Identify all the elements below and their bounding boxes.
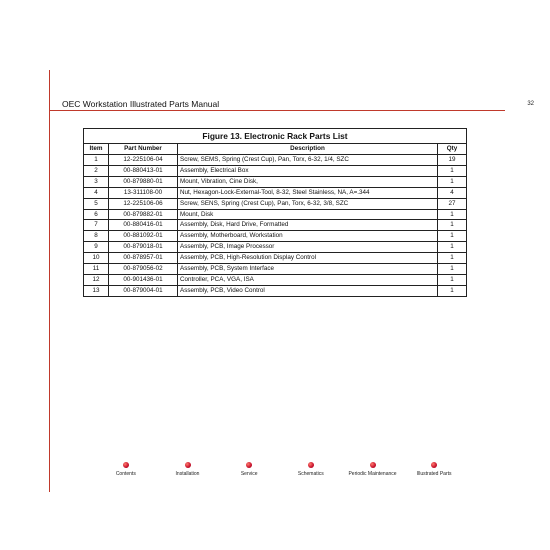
margin-rule-vertical bbox=[49, 70, 50, 492]
qty-cell: 1 bbox=[438, 165, 467, 176]
qty-cell: 1 bbox=[438, 274, 467, 285]
table-header-row bbox=[84, 144, 467, 155]
table-row bbox=[84, 274, 467, 285]
item-cell: 3 bbox=[84, 176, 109, 187]
qty-cell: 27 bbox=[438, 198, 467, 209]
qty-cell: 1 bbox=[438, 285, 467, 296]
table-row bbox=[84, 187, 467, 198]
qty-cell: 1 bbox=[438, 176, 467, 187]
table-row bbox=[84, 220, 467, 231]
description-cell: Screw, SEMS, Spring (Crest Cup), Pan, Torx, 6-32, 1/4, SZC bbox=[178, 155, 438, 166]
description-cell: Mount, Disk bbox=[178, 209, 438, 220]
item-cell: 4 bbox=[84, 187, 109, 198]
nav-label: Illustrated Parts bbox=[416, 471, 452, 477]
part-number-cell: 12-225106-04 bbox=[109, 155, 178, 166]
part-number-cell: 13-311108-00 bbox=[109, 187, 178, 198]
item-cell: 12 bbox=[84, 274, 109, 285]
item-cell: 7 bbox=[84, 220, 109, 231]
part-number-cell: 00-881092-01 bbox=[109, 231, 178, 242]
qty-cell: 4 bbox=[438, 187, 467, 198]
description-cell: Assembly, PCB, Image Processor bbox=[178, 242, 438, 253]
item-cell: 6 bbox=[84, 209, 109, 220]
part-number-cell: 00-879018-01 bbox=[109, 242, 178, 253]
part-number-cell: 00-880416-01 bbox=[109, 220, 178, 231]
qty-cell: 1 bbox=[438, 231, 467, 242]
red-dot-icon bbox=[185, 462, 191, 468]
qty-cell: 1 bbox=[438, 220, 467, 231]
item-cell: 1 bbox=[84, 155, 109, 166]
description-cell: Assembly, Motherboard, Workstation bbox=[178, 231, 438, 242]
part-number-cell: 00-879004-01 bbox=[109, 285, 178, 296]
column-header-qty: Qty bbox=[438, 144, 467, 155]
part-number-cell: 00-879880-01 bbox=[109, 176, 178, 187]
nav-link-service[interactable] bbox=[214, 462, 284, 477]
nav-link-schematics[interactable] bbox=[276, 462, 346, 477]
description-cell: Nut, Hexagon-Lock-External-Tool, 8-32, Steel Stainless, NA, A=.344 bbox=[178, 187, 438, 198]
description-cell: Assembly, Electrical Box bbox=[178, 165, 438, 176]
table-title: Figure 13. Electronic Rack Parts List bbox=[83, 128, 467, 143]
column-header-part-number: Part Number bbox=[109, 144, 178, 155]
table-row bbox=[84, 253, 467, 264]
item-cell: 10 bbox=[84, 253, 109, 264]
nav-label: Schematics bbox=[297, 471, 324, 477]
part-number-cell: 12-225106-06 bbox=[109, 198, 178, 209]
page-number: 32 bbox=[527, 101, 534, 107]
table-row bbox=[84, 242, 467, 253]
description-cell: Assembly, Disk, Hard Drive, Formatted bbox=[178, 220, 438, 231]
qty-cell: 1 bbox=[438, 209, 467, 220]
nav-label: Periodic Maintenance bbox=[348, 471, 397, 477]
part-number-cell: 00-880413-01 bbox=[109, 165, 178, 176]
nav-label: Contents bbox=[115, 471, 136, 477]
item-cell: 9 bbox=[84, 242, 109, 253]
item-cell: 2 bbox=[84, 165, 109, 176]
qty-cell: 1 bbox=[438, 242, 467, 253]
description-cell: Controller, PCA, VGA, ISA bbox=[178, 274, 438, 285]
qty-cell: 19 bbox=[438, 155, 467, 166]
red-dot-icon bbox=[123, 462, 129, 468]
part-number-cell: 00-901436-01 bbox=[109, 274, 178, 285]
part-number-cell: 00-878957-01 bbox=[109, 253, 178, 264]
item-cell: 8 bbox=[84, 231, 109, 242]
nav-link-installation[interactable] bbox=[153, 462, 223, 477]
parts-list-table bbox=[83, 128, 467, 297]
table-body bbox=[84, 155, 467, 297]
item-cell: 5 bbox=[84, 198, 109, 209]
nav-label: Installation bbox=[175, 471, 200, 477]
red-dot-icon bbox=[246, 462, 252, 468]
red-dot-icon bbox=[308, 462, 314, 468]
item-cell: 13 bbox=[84, 285, 109, 296]
nav-link-contents[interactable] bbox=[91, 462, 161, 477]
qty-cell: 1 bbox=[438, 264, 467, 275]
part-number-cell: 00-879882-01 bbox=[109, 209, 178, 220]
manual-title: OEC Workstation Illustrated Parts Manual bbox=[62, 99, 220, 109]
description-cell: Assembly, PCB, Video Control bbox=[178, 285, 438, 296]
table-row bbox=[84, 231, 467, 242]
table-row bbox=[84, 209, 467, 220]
item-cell: 11 bbox=[84, 264, 109, 275]
table-row bbox=[84, 264, 467, 275]
table-row bbox=[84, 198, 467, 209]
description-cell: Screw, SENS, Spring (Crest Cup), Pan, Torx, 6-32, 3/8, SZC bbox=[178, 198, 438, 209]
red-dot-icon bbox=[431, 462, 437, 468]
header-rule bbox=[49, 110, 505, 111]
table-row bbox=[84, 155, 467, 166]
description-cell: Assembly, PCB, High-Resolution Display Control bbox=[178, 253, 438, 264]
red-dot-icon bbox=[370, 462, 376, 468]
nav-link-illustrated-parts[interactable] bbox=[399, 462, 469, 477]
table-row bbox=[84, 285, 467, 296]
nav-label: Service bbox=[240, 471, 258, 477]
description-cell: Assembly, PCB, System Interface bbox=[178, 264, 438, 275]
column-header-description: Description bbox=[178, 144, 438, 155]
nav-link-periodic-maintenance[interactable] bbox=[338, 462, 408, 477]
table-row bbox=[84, 165, 467, 176]
table-row bbox=[84, 176, 467, 187]
qty-cell: 1 bbox=[438, 253, 467, 264]
bottom-navigation bbox=[95, 462, 465, 482]
column-header-item: Item bbox=[84, 144, 109, 155]
description-cell: Mount, Vibration, Cine Disk, bbox=[178, 176, 438, 187]
part-number-cell: 00-879056-02 bbox=[109, 264, 178, 275]
